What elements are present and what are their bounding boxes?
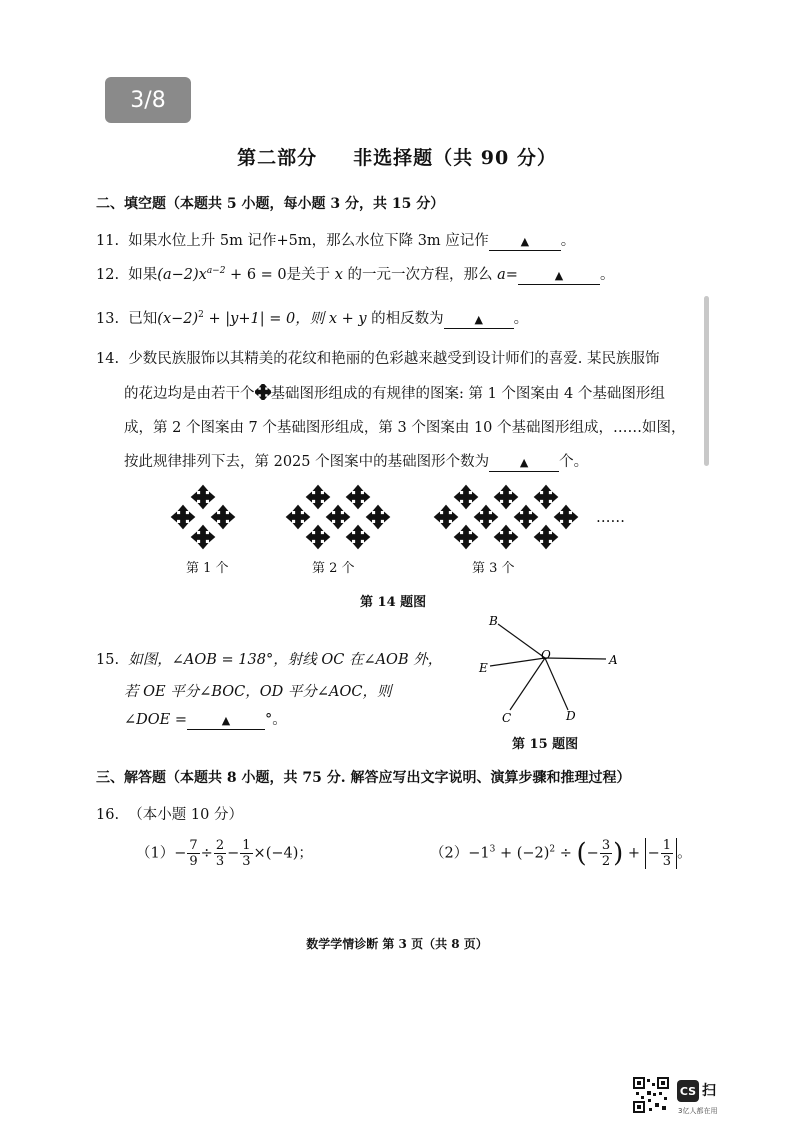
page-indicator-badge: 3/8: [105, 77, 191, 123]
question-16-header: 16. （本小题 10 分）: [96, 807, 243, 823]
ray-OB: [498, 624, 545, 658]
answer-blank-12: ▲: [518, 267, 600, 285]
point-label-E: E: [479, 661, 488, 675]
answer-blank-11: ▲: [489, 233, 561, 251]
part-title: [0, 143, 794, 170]
part-name: 非选择题（共 90 分）: [353, 147, 557, 169]
page-footer: 数学学情诊断 第 3 页（共 8 页）: [306, 937, 488, 951]
figure-14-patterns: [150, 475, 630, 560]
question-12: 12. 如果$(a-2)x^{a-2} + 6 = 0$是关于 x 的一元一次方程，那么 a= ▲ 。: [96, 266, 615, 283]
ray-OA: [545, 658, 606, 659]
camscanner-text: 扫: [702, 1083, 716, 1099]
pattern-1-label: 第 1 个: [186, 561, 229, 576]
answer-blank-14: ▲: [489, 454, 559, 472]
pattern-3: [434, 485, 579, 550]
pattern-2-label: 第 2 个: [312, 561, 355, 576]
question-15-line1: 15. 如图，∠AOB = 138°，射线 OC 在∠AOB 外，: [96, 652, 443, 668]
pattern-2: [286, 485, 391, 550]
question-15-line2: 若 OE 平分∠BOC，OD 平分∠AOC，则: [124, 684, 392, 700]
question-13: 13. 已知$(x-2)^2 + |y+1| = 0$，则 x + y 的相反数为 ▲ 。: [96, 310, 529, 327]
question-15-line3: ∠DOE = ▲ °。: [124, 712, 287, 728]
question-14-line1: 14. 少数民族服饰以其精美的花纹和艳丽的色彩越来越受到设计师们的喜爱. 某民族服饰: [96, 351, 660, 367]
pattern-3-label: 第 3 个: [472, 561, 515, 576]
point-label-O: O: [541, 648, 551, 662]
question-14-line3: 成，第 2 个图案由 7 个基础图形组成，第 3 个图案由 10 个基础图形组成，……如图，: [124, 420, 686, 436]
question-14-line2: 的花边均是由若干个 基础图形组成的有规律的图案: 第 1 个图案由 4 个基础图形组: [124, 382, 665, 403]
question-16-part2: $(2)-1^3 + (-2)^2$ ÷ (− $\frac{3}{2}$ ) + − $\frac{1}{3}$ 。: [430, 838, 692, 869]
figure-14-ellipsis: ……: [596, 510, 625, 526]
figure-14-caption: 第 14 题图: [360, 595, 427, 610]
figure-15-caption: 第 15 题图: [512, 737, 579, 752]
section-2-heading: 二、填空题（本题共 5 小题，每小题 3 分，共 15 分）: [96, 196, 445, 212]
point-label-C: C: [502, 711, 512, 725]
ray-OD: [545, 658, 568, 710]
question-14-line4: 按此规律排列下去，第 2025 个图案中的基础图形个数为 ▲ 个。: [124, 454, 589, 470]
qr-code-icon: [633, 1077, 669, 1113]
camscanner-subtext: 3亿人都在用: [678, 1107, 718, 1115]
question-16-part1: （1）− $\frac{7}{9}$ ÷ $\frac{2}{3}$ − $\frac{1}{3}$ ×(−4)；: [136, 838, 313, 869]
vertical-scrollbar[interactable]: [704, 296, 709, 466]
part-label: 第二部分: [237, 147, 318, 169]
ray-OC: [510, 658, 545, 710]
section-3-heading: 三、解答题（本题共 8 小题，共 75 分. 解答应写出文字说明、演算步骤和推理过程）: [96, 770, 631, 786]
question-11: 11. 如果水位上升 5m 记作+5m，那么水位下降 3m 应记作 ▲ 。: [96, 233, 576, 249]
point-label-D: D: [566, 709, 576, 723]
ray-OE: [490, 658, 545, 666]
answer-blank-15: ▲: [187, 712, 265, 730]
figure-15-angles: [470, 610, 630, 730]
point-label-B: B: [489, 614, 498, 628]
camscanner-logo-icon: CS: [677, 1080, 699, 1102]
base-shape-icon: [255, 384, 271, 400]
point-label-A: A: [609, 653, 618, 667]
pattern-1: [171, 485, 236, 550]
answer-blank-13: ▲: [444, 311, 514, 329]
